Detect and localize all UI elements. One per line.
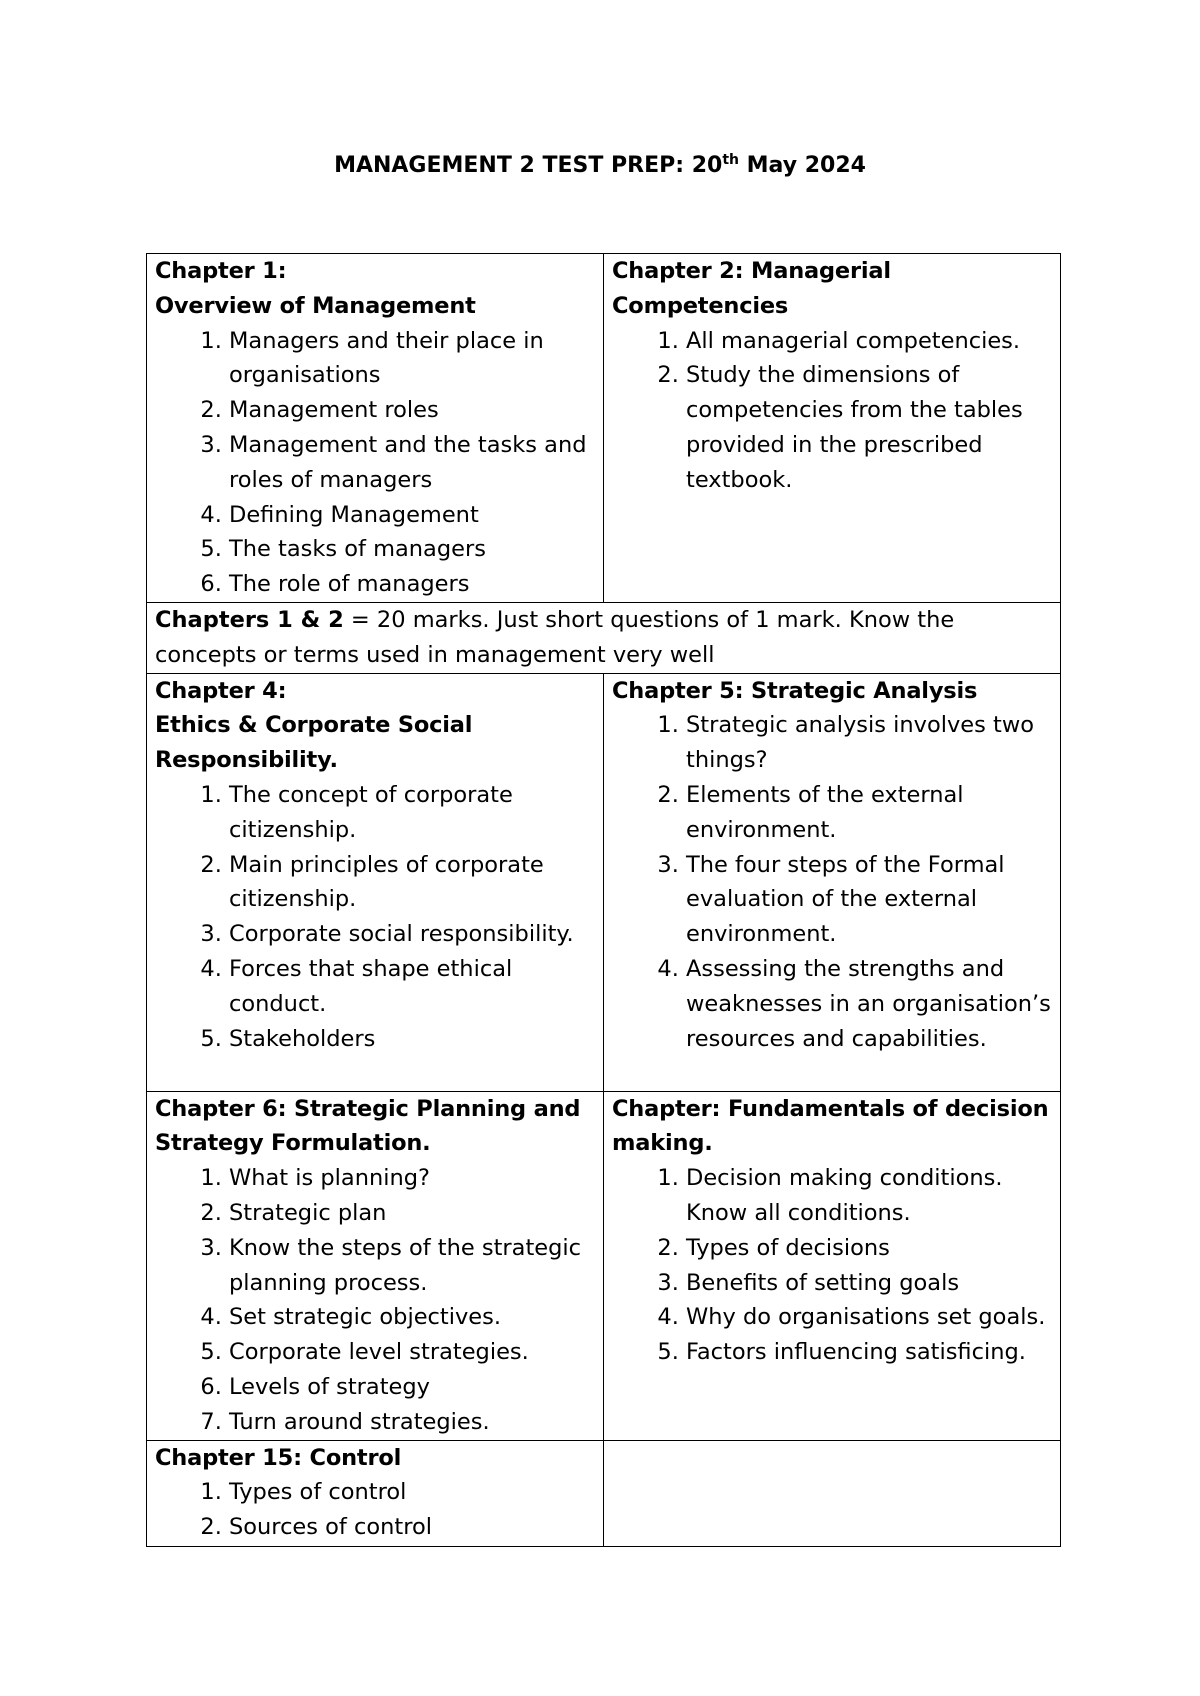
list-item: 3. Benefits of setting goals	[686, 1266, 1052, 1301]
chapter-15-cell	[147, 1440, 604, 1546]
list-item: 1. All managerial competencies.	[686, 324, 1052, 359]
marks-note-cell	[147, 602, 1061, 673]
list-item: 3. The four steps of the Formal evaluation of the external environment.	[686, 848, 1052, 952]
list-item: 4. Set strategic objectives.	[229, 1300, 595, 1335]
list-item: 3. Corporate social responsibility.	[229, 917, 595, 952]
list-item: 4. Why do organisations set goals.	[686, 1300, 1052, 1335]
topic-list	[612, 324, 1052, 498]
chapter-heading: Ethics & Corporate Social Responsibility.	[155, 712, 473, 774]
list-item: 1. Decision making conditions. Know all conditions.	[686, 1161, 1052, 1231]
list-item: 1. Strategic analysis involves two things?	[686, 708, 1052, 778]
list-item: 2. Main principles of corporate citizenship.	[229, 848, 595, 918]
empty-cell	[604, 1440, 1061, 1546]
topic-list	[612, 708, 1052, 1056]
chapter-heading: Overview of Management	[155, 292, 476, 319]
chapter-1-cell	[147, 254, 604, 603]
decision-making-cell	[604, 1091, 1061, 1440]
chapter-heading: Chapter 1:	[155, 258, 287, 284]
chapter-heading: Chapter: Fundamentals of decision making.	[612, 1095, 1049, 1157]
list-item: 4. Assessing the strengths and weaknesses in an organisation’s resources and capabilities.	[686, 952, 1052, 1056]
list-item: 1. Managers and their place in organisations	[229, 324, 595, 394]
list-item: 5. Stakeholders	[229, 1022, 595, 1057]
page-title	[0, 151, 1200, 181]
list-item: 4. Defining Management	[229, 498, 595, 533]
table-row	[147, 254, 1061, 603]
list-item: 3. Know the steps of the strategic planning process.	[229, 1231, 595, 1301]
list-item: 2. Types of decisions	[686, 1231, 1052, 1266]
chapter-heading: Chapter 4:	[155, 677, 287, 704]
chapter-6-cell	[147, 1091, 604, 1440]
topic-list	[155, 324, 595, 602]
list-item: 5. The tasks of managers	[229, 532, 595, 567]
topic-list	[155, 778, 595, 1056]
note-text: = 20 marks. Just short questions of 1 mark. Know the concepts or terms used in management very well	[155, 606, 955, 668]
list-item: 1. The concept of corporate citizenship.	[229, 778, 595, 848]
chapter-heading: Chapter 5: Strategic Analysis	[612, 677, 978, 704]
chapter-heading: Chapter 15: Control	[155, 1444, 402, 1471]
note-bold: Chapters 1 & 2	[155, 606, 344, 633]
list-item: 7. Turn around strategies.	[229, 1405, 595, 1440]
chapter-5-cell	[604, 673, 1061, 1091]
list-item: 6. Levels of strategy	[229, 1370, 595, 1405]
topic-list	[612, 1161, 1052, 1370]
list-item: 6. The role of managers	[229, 567, 595, 602]
list-item: 5. Corporate level strategies.	[229, 1335, 595, 1370]
list-item: 1. What is planning?	[229, 1161, 595, 1196]
list-item: 5. Factors influencing satisficing.	[686, 1335, 1052, 1370]
chapter-2-cell	[604, 254, 1061, 603]
title-main: MANAGEMENT 2 TEST PREP: 20	[334, 153, 723, 178]
topic-list	[155, 1161, 595, 1439]
topic-list	[155, 1475, 595, 1545]
table-row	[147, 1091, 1061, 1440]
chapter-heading: Chapter 6: Strategic Planning and Strategy Formulation.	[155, 1095, 581, 1157]
list-item: 4. Forces that shape ethical conduct.	[229, 952, 595, 1022]
list-item: 2. Study the dimensions of competencies from the tables provided in the prescribed textbook.	[686, 358, 1052, 497]
list-item: 2. Sources of control	[229, 1510, 595, 1545]
list-item: 2. Elements of the external environment.	[686, 778, 1052, 848]
table-row	[147, 1440, 1061, 1546]
chapter-4-cell	[147, 673, 604, 1091]
title-tail: May 2024	[738, 153, 866, 178]
list-item: 2. Strategic plan	[229, 1196, 595, 1231]
title-superscript: th	[722, 152, 739, 168]
table-row	[147, 602, 1061, 673]
test-prep-table	[146, 253, 1061, 1547]
list-item: 1. Types of control	[229, 1475, 595, 1510]
table-row	[147, 673, 1061, 1091]
list-item: 3. Management and the tasks and roles of managers	[229, 428, 595, 498]
list-item: 2. Management roles	[229, 393, 595, 428]
chapter-heading: Chapter 2: Managerial Competencies	[612, 258, 891, 319]
